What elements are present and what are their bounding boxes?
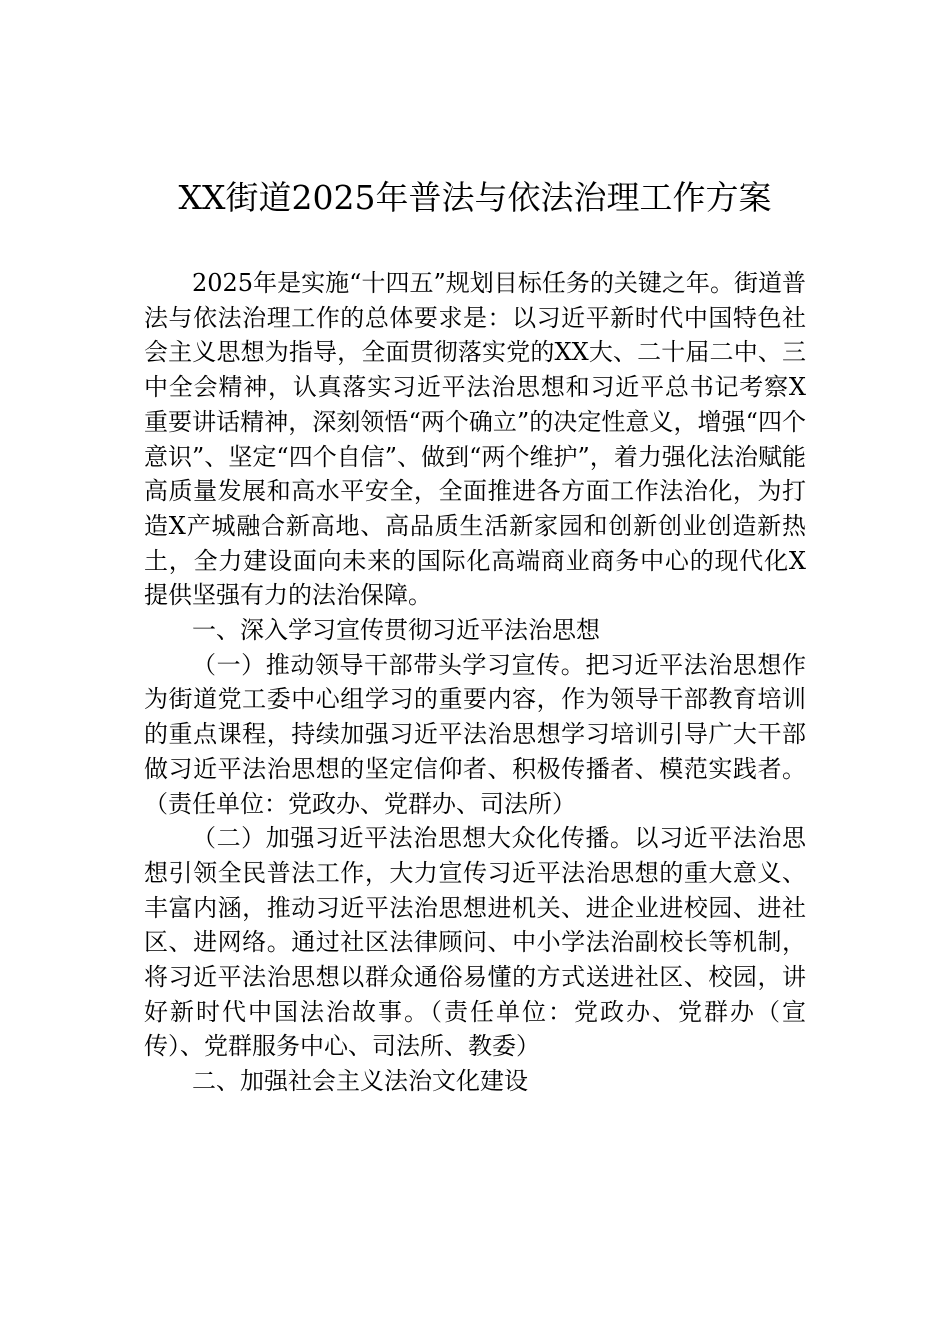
section-heading-1: 一、深入学习宣传贯彻习近平法治思想 bbox=[192, 616, 600, 645]
intro-paragraph: 2025年是实施“十四五”规划目标任务的关键之年。街道普法与依法治理工作的总体要求是：以习近平新时代中国特色社会主义思想为指导，全面贯彻落实党的XX大、二十届二中、三中全会精神，认真落实习近平法治思想和习近平总书记考察X重要讲话精神，深刻领悟“两个确立”的决定性意义，增强“四个意识”、坚定“四个自信”、做到“两个维护”，着力强化法治赋能高质量发展和高水平安全，全面推进各方面工作法治化，为打造X产城融合新高地、高品质生活新家园和创新创业创造新热土，全力建设面向未来的国际化高端商业商务中心的现代化X提供坚强有力的法治保障。 bbox=[144, 269, 806, 610]
subsection-paragraph-2: （二）加强习近平法治思想大众化传播。以习近平法治思想引领全民普法工作，大力宣传习近平法治思想的重大意义、丰富内涵，推动习近平法治思想进机关、进企业进校园、进社区、进网络。通过社区法律顾问、中小学法治副校长等机制，将习近平法治思想以群众通俗易懂的方式送进社区、校园，讲好新时代中国法治故事。（责任单位：党政办、党群办（宣传）、党群服务中心、司法所、教委） bbox=[144, 824, 806, 1061]
document-body bbox=[144, 266, 806, 1099]
subsection-paragraph-1: （一）推动领导干部带头学习宣传。把习近平法治思想作为街道党工委中心组学习的重要内容，作为领导干部教育培训的重点课程，持续加强习近平法治思想学习培训引导广大干部做习近平法治思想的坚定信仰者、积极传播者、模范实践者。（责任单位：党政办、党群办、司法所） bbox=[144, 650, 806, 818]
document-title: XX街道2025年普法与依法治理工作方案 bbox=[178, 178, 772, 217]
section-heading-2: 二、加强社会主义法治文化建设 bbox=[192, 1067, 528, 1096]
